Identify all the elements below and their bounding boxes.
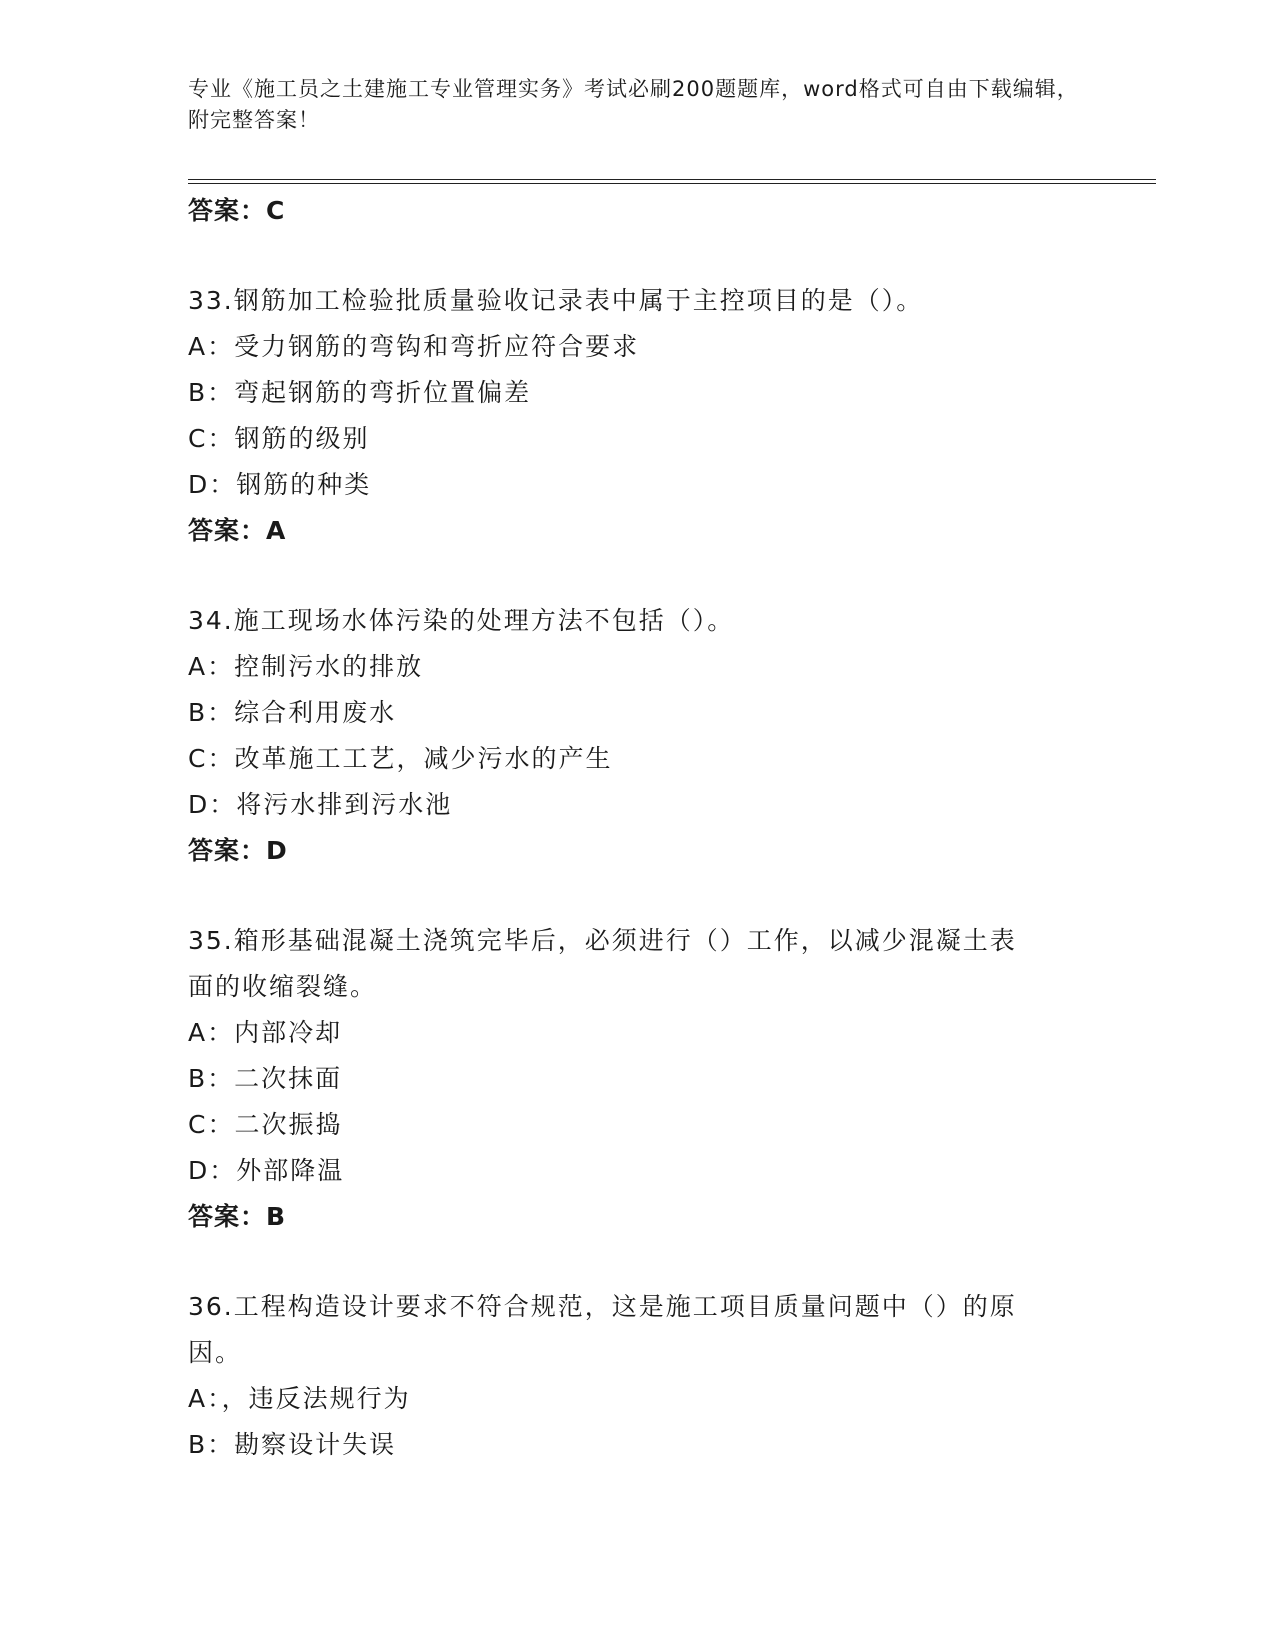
option-a: A：内部冷却 xyxy=(188,1018,343,1047)
option-d: D：外部降温 xyxy=(188,1156,345,1185)
document-header: 专业《施工员之土建施工专业管理实务》考试必刷200题题库，word格式可自由下载编辑，附完整答案！ xyxy=(188,77,1079,132)
header-rule-bottom xyxy=(188,183,1156,184)
question-36 xyxy=(188,1284,1088,1468)
question-stem-line-2: 面的收缩裂缝。 xyxy=(188,972,378,1001)
option-d: D：钢筋的种类 xyxy=(188,470,372,499)
question-stem-line-1: 35.箱形基础混凝土浇筑完毕后，必须进行（）工作，以减少混凝土表 xyxy=(188,926,1017,955)
question-35 xyxy=(188,918,1088,1240)
question-stem-line-2: 因。 xyxy=(188,1338,243,1367)
option-a: A：受力钢筋的弯钩和弯折应符合要求 xyxy=(188,332,640,361)
question-list xyxy=(188,188,1088,1468)
question-33 xyxy=(188,278,1088,554)
option-b: B：二次抹面 xyxy=(188,1064,343,1093)
option-b: B：综合利用废水 xyxy=(188,698,397,727)
option-c: C：钢筋的级别 xyxy=(188,424,370,453)
question-stem: 33.钢筋加工检验批质量验收记录表中属于主控项目的是（）。 xyxy=(188,286,924,315)
answer-line: 答案：C xyxy=(188,196,286,225)
option-d: D：将污水排到污水池 xyxy=(188,790,453,819)
answer-line: 答案：D xyxy=(188,836,288,865)
question-34 xyxy=(188,598,1088,874)
question-stem-line-1: 36.工程构造设计要求不符合规范，这是施工项目质量问题中（）的原 xyxy=(188,1292,1017,1321)
option-c: C：改革施工工艺，减少污水的产生 xyxy=(188,744,613,773)
question-stem: 34.施工现场水体污染的处理方法不包括（）。 xyxy=(188,606,735,635)
answer-line: 答案：B xyxy=(188,1202,287,1231)
option-b: B：弯起钢筋的弯折位置偏差 xyxy=(188,378,532,407)
option-a: A：控制污水的排放 xyxy=(188,652,424,681)
header-rule-top xyxy=(188,179,1156,180)
option-a: A：，违反法规行为 xyxy=(188,1384,411,1413)
option-c: C：二次振捣 xyxy=(188,1110,343,1139)
option-b: B：勘察设计失误 xyxy=(188,1430,397,1459)
answer-line: 答案：A xyxy=(188,516,287,545)
